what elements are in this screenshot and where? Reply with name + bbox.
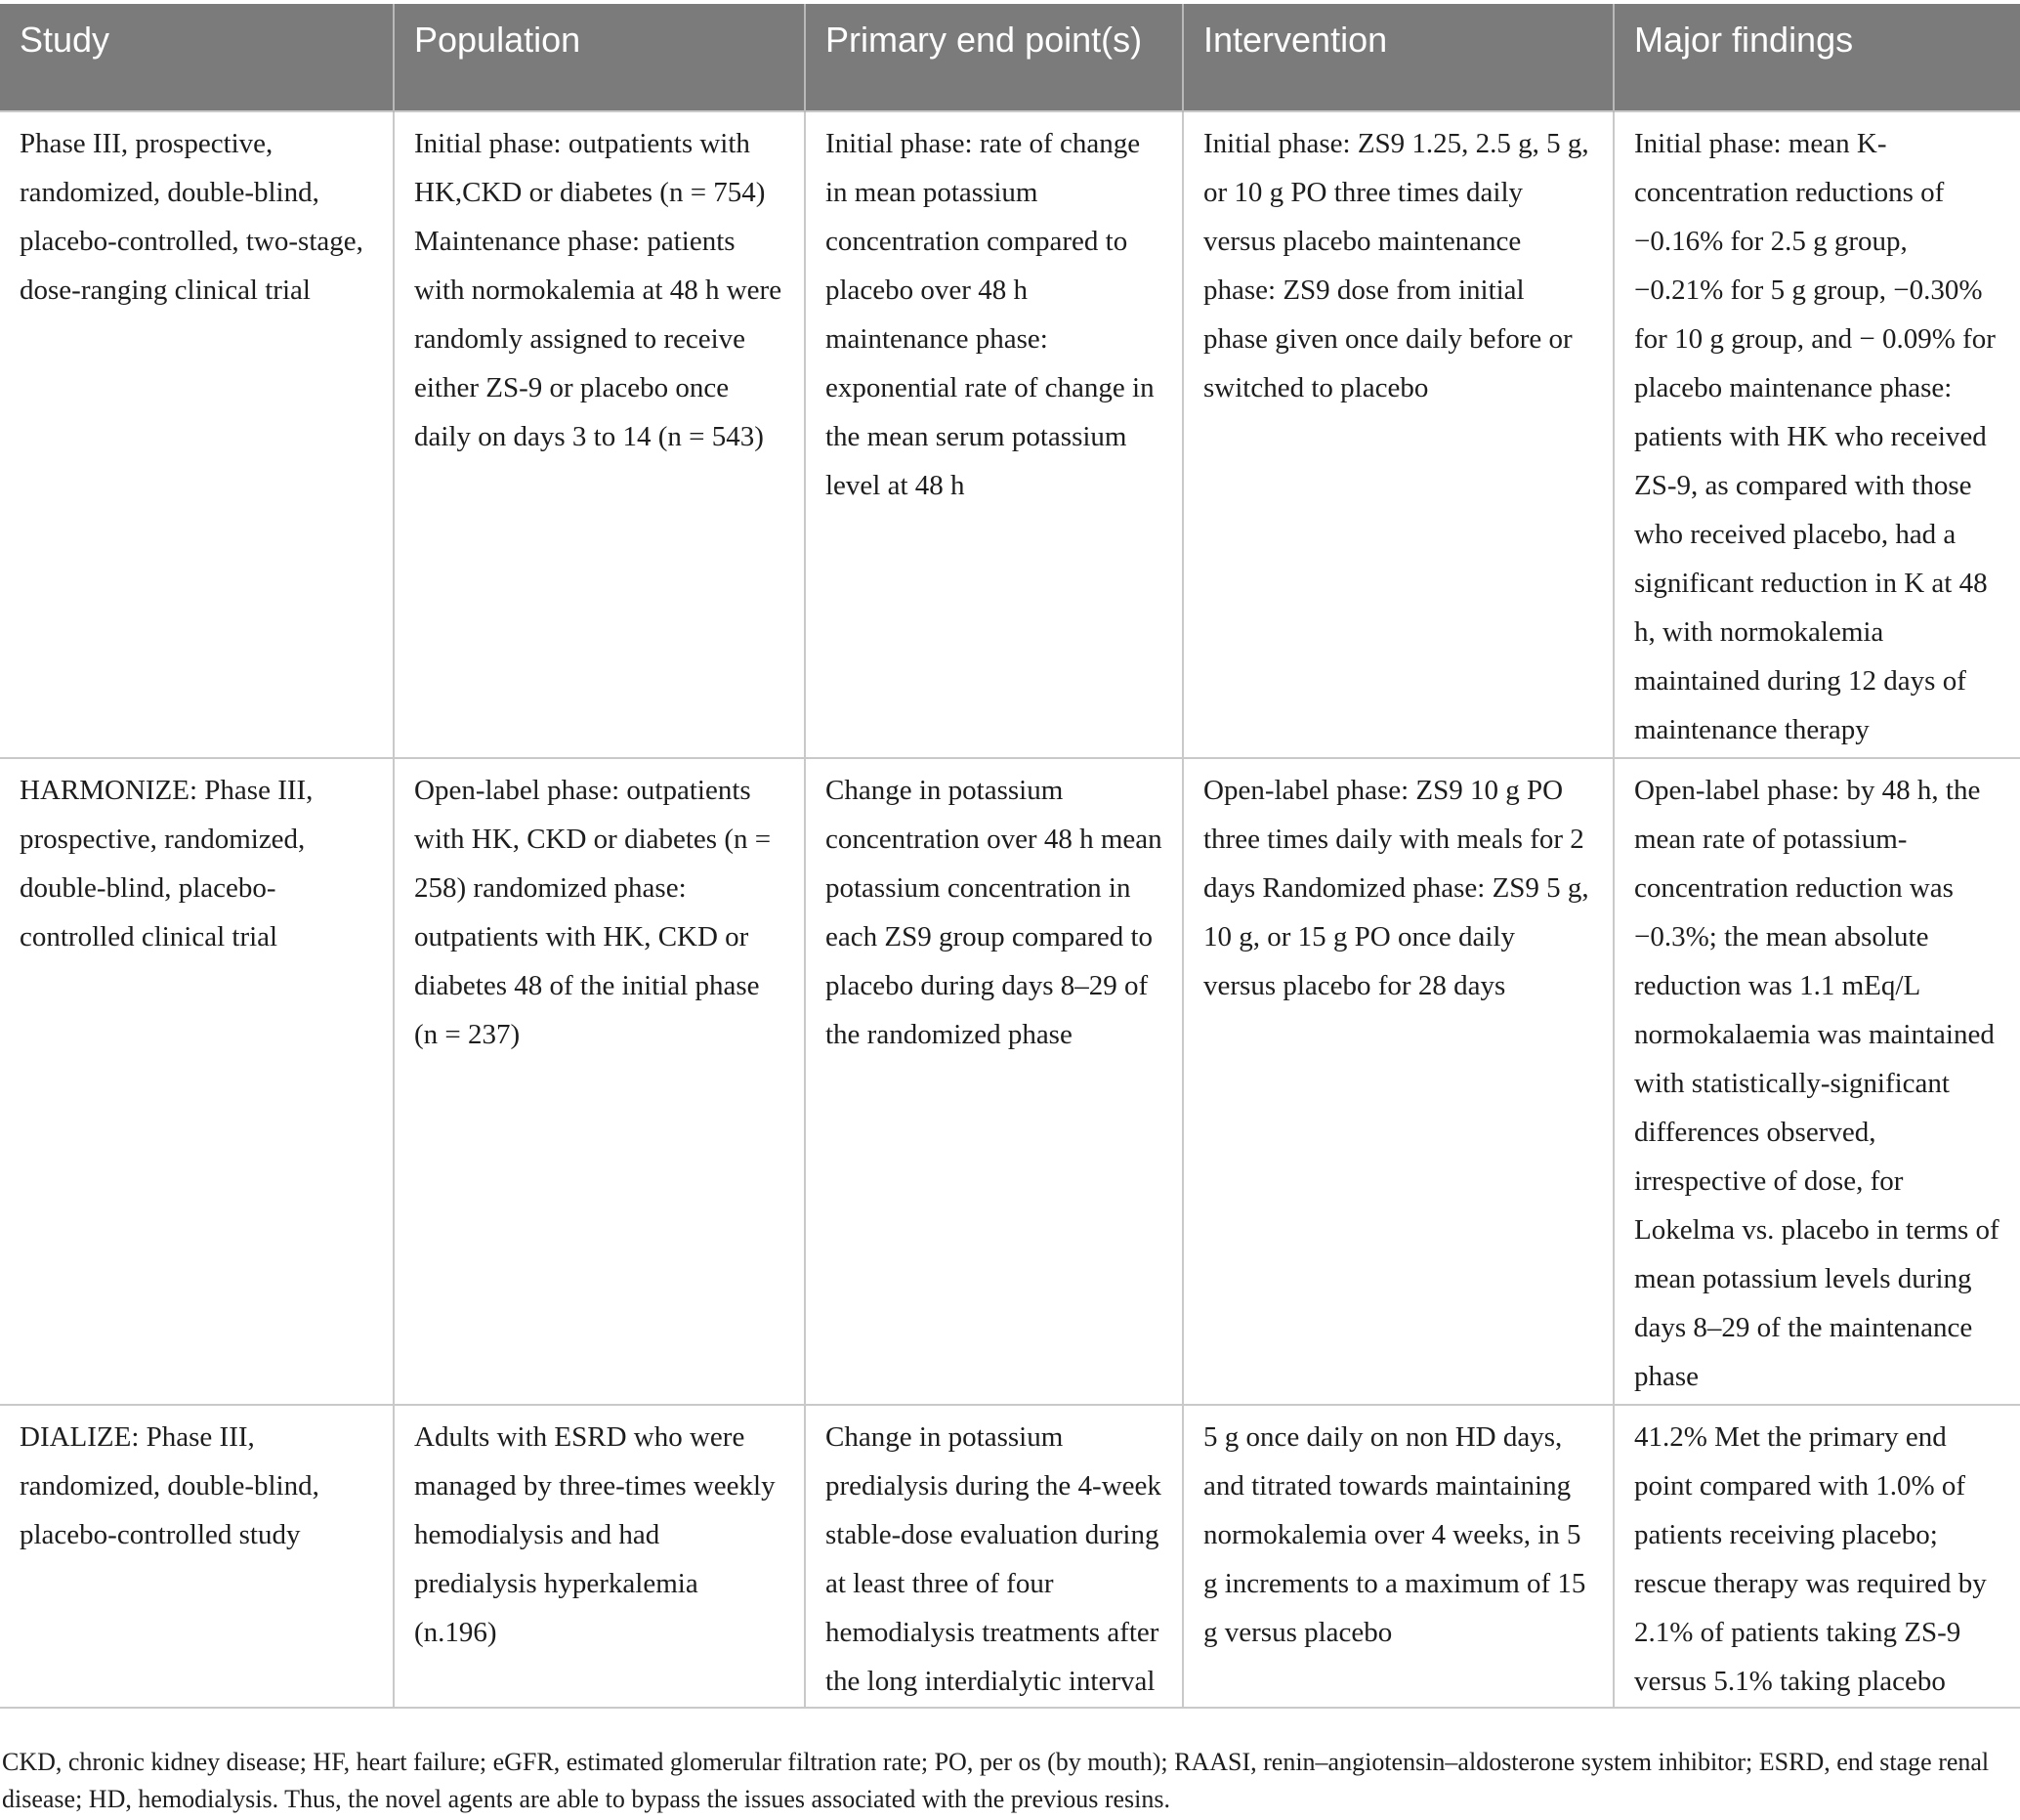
cell-intervention: Open-label phase: ZS9 10 g PO three times daily with meals for 2 days Randomized phase: ZS9 5 g, 10 g, or 15 g PO once daily versus placebo for 28 days bbox=[1183, 758, 1614, 1405]
table-row bbox=[0, 1405, 2020, 1708]
studies-table bbox=[0, 4, 2020, 1709]
cell-population: Open-label phase: outpatients with HK, CKD or diabetes (n = 258) randomized phase: outpatients with HK, CKD or diabetes 48 of the initial phase (n = 237) bbox=[394, 758, 805, 1405]
header-major-findings: Major findings bbox=[1614, 4, 2020, 111]
cell-population: Initial phase: outpatients with HK,CKD or diabetes (n = 754) Maintenance phase: patients with normokalemia at 48 h were randomly assigned to receive either ZS-9 or placebo once daily on days 3 to 14 (n = 543) bbox=[394, 111, 805, 758]
cell-study: HARMONIZE: Phase III, prospective, randomized, double-blind, placebo-controlled clinical trial bbox=[0, 758, 394, 1405]
cell-major-findings: Initial phase: mean K-concentration reductions of −0.16% for 2.5 g group, −0.21% for 5 g group, −0.30% for 10 g group, and − 0.09% for placebo maintenance phase: patients with HK who received ZS-9, as compared with those who received placebo, had a significant reduction in K at 48 h, with normokalemia maintained during 12 days of maintenance therapy bbox=[1614, 111, 2020, 758]
cell-primary-end-points: Change in potassium predialysis during the 4-week stable-dose evaluation during at least three of four hemodialysis treatments after the long interdialytic interval bbox=[805, 1405, 1183, 1708]
header-primary-end-points: Primary end point(s) bbox=[805, 4, 1183, 111]
cell-study: Phase III, prospective, randomized, double-blind, placebo-controlled, two-stage, dose-ranging clinical trial bbox=[0, 111, 394, 758]
cell-study: DIALIZE: Phase III, randomized, double-blind, placebo-controlled study bbox=[0, 1405, 394, 1708]
cell-major-findings: 41.2% Met the primary end point compared with 1.0% of patients receiving placebo; rescue therapy was required by 2.1% of patients taking ZS-9 versus 5.1% taking placebo bbox=[1614, 1405, 2020, 1708]
cell-primary-end-points: Change in potassium concentration over 48 h mean potassium concentration in each ZS9 group compared to placebo during days 8–29 of the randomized phase bbox=[805, 758, 1183, 1405]
cell-intervention: Initial phase: ZS9 1.25, 2.5 g, 5 g, or 10 g PO three times daily versus placebo maintenance phase: ZS9 dose from initial phase given once daily before or switched to placebo bbox=[1183, 111, 1614, 758]
table-row bbox=[0, 758, 2020, 1405]
header-population: Population bbox=[394, 4, 805, 111]
header-study: Study bbox=[20, 20, 110, 60]
table-footnote: CKD, chronic kidney disease; HF, heart failure; eGFR, estimated glomerular filtration rate; PO, per os (by mouth); RAASI, renin–angiotensin–aldosterone system inhibitor; ESRD, end stage renal disease; HD, hemodialysis. Thus, the novel agents are able to bypass the issues associated with the previous resins. bbox=[2, 1748, 1990, 1813]
cell-population: Adults with ESRD who were managed by three-times weekly hemodialysis and had predialysis hyperkalemia (n.196) bbox=[394, 1405, 805, 1708]
cell-major-findings: Open-label phase: by 48 h, the mean rate of potassium-concentration reduction was −0.3%; the mean absolute reduction was 1.1 mEq/L normokalaemia was maintained with statistically-significant differences observed, irrespective of dose, for Lokelma vs. placebo in terms of mean potassium levels during days 8–29 of the maintenance phase bbox=[1614, 758, 2020, 1405]
table-row bbox=[0, 111, 2020, 758]
cell-primary-end-points: Initial phase: rate of change in mean potassium concentration compared to placebo over 48 h maintenance phase: exponential rate of change in the mean serum potassium level at 48 h bbox=[805, 111, 1183, 758]
cell-intervention: 5 g once daily on non HD days, and titrated towards maintaining normokalemia over 4 weeks, in 5 g increments to a maximum of 15 g versus placebo bbox=[1183, 1405, 1614, 1708]
header-intervention: Intervention bbox=[1183, 4, 1614, 111]
table-header-row bbox=[0, 4, 2020, 111]
